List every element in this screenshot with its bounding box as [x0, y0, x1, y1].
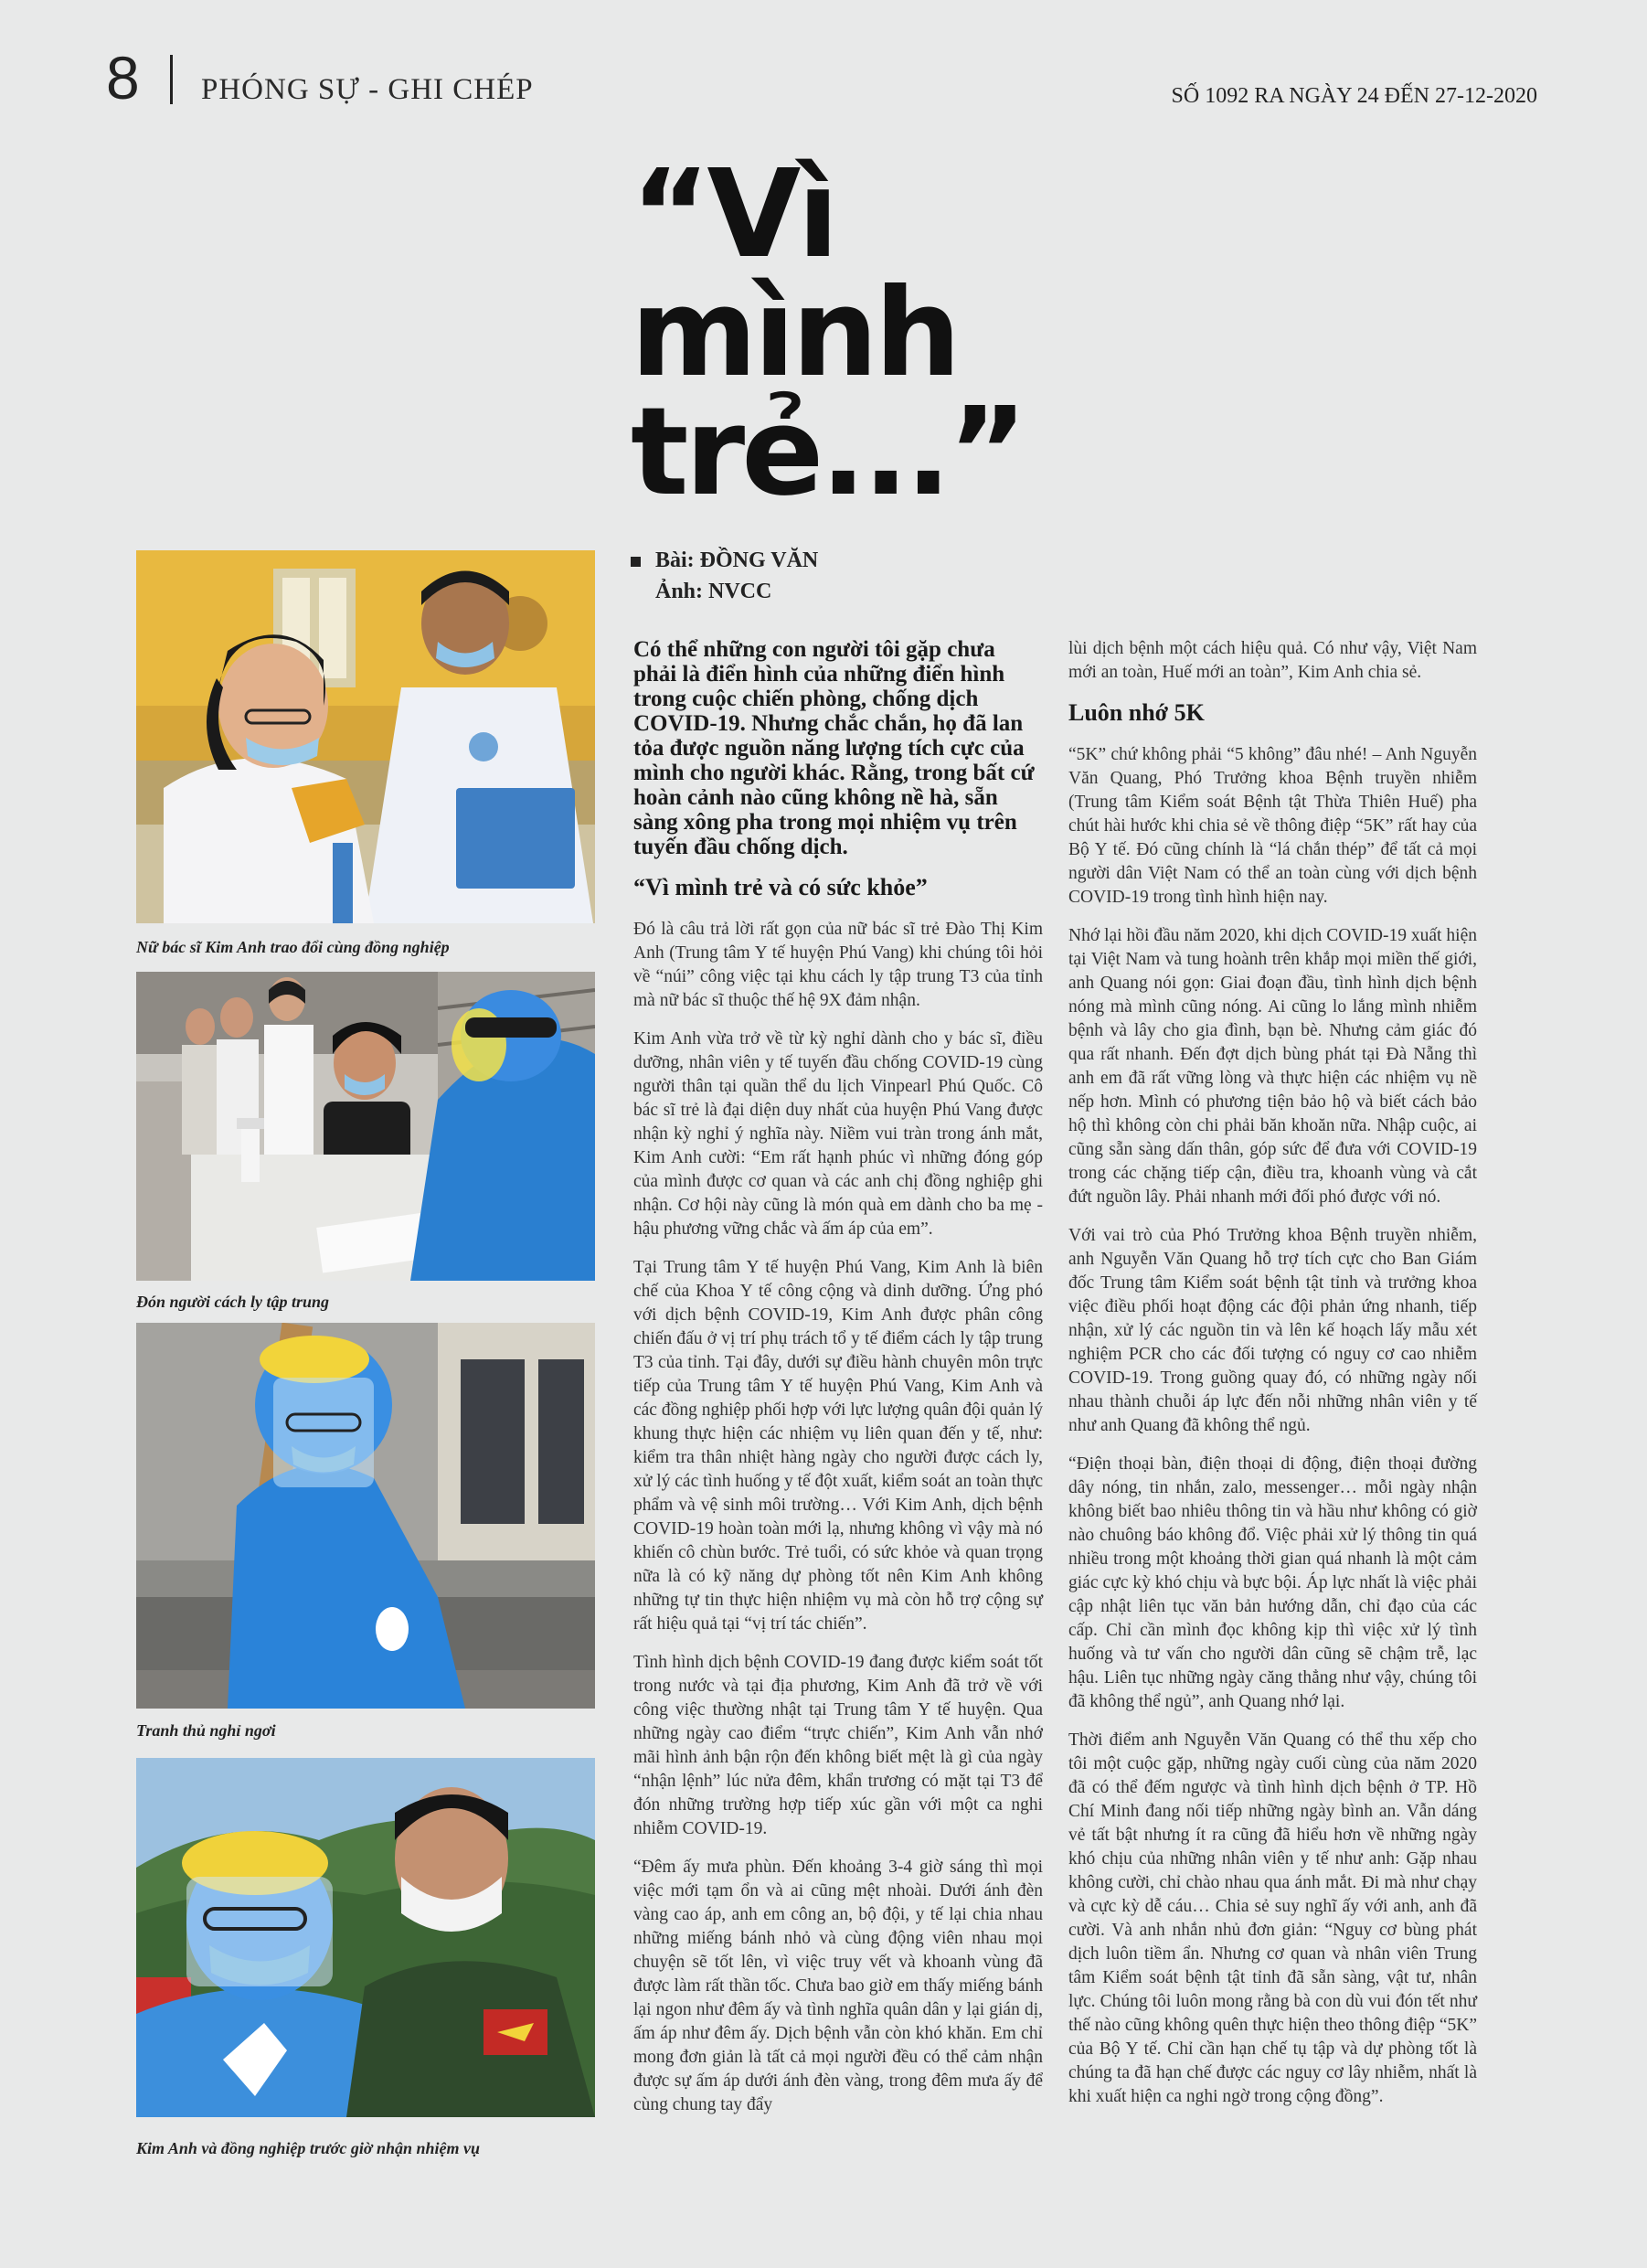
photo-receiving-quarantine	[136, 972, 595, 1281]
byline	[631, 545, 818, 607]
byline-bullet	[631, 557, 641, 567]
paragraph: “5K” chứ không phải “5 không” đâu nhé! – Anh Nguyễn Văn Quang, Phó Trưởng khoa Bệnh truyền nhiễm (Trung tâm Kiểm soát Bệnh tật Thừa Thiên Huế) pha chút hài hước khi chia sẻ về thông điệp “5K” rất hay của Bộ Y tế. Đó cũng chính là “lá chắn thép” để tất cả mọi người dân Việt Nam có thể an toàn cùng với dịch bệnh COVID-19 trong tình hình hiện nay.	[1068, 745, 1477, 907]
paragraph: Đó là câu trả lời rất gọn của nữ bác sĩ trẻ Đào Thị Kim Anh (Trung tâm Y tế huyện Phú Vang) khi chúng tôi hỏi về “núi” công việc tại khu cách ly tập trung T3 của tỉnh mà nữ bác sĩ thuộc thế hệ 9X đảm nhận.	[633, 920, 1043, 1010]
photo-resting	[136, 1323, 595, 1709]
paragraph: Nhớ lại hồi đầu năm 2020, khi dịch COVID-19 xuất hiện tại Việt Nam và tung hoành trên khắp mọi miền thế giới, anh Quang nói gọn: Giai đoạn đầu, tình hình dịch bệnh nóng mà mình cũng nóng. Ai cũng lo lắng mình nhiễm bệnh và lây cho gia đình, bạn bè. Nhưng cảm giác đó qua rất nhanh. Đến đợt dịch bùng phát tại Đà Nẵng thì anh em đã rất vững lòng và thực hiện các nhiệm vụ nề nếp hơn. Mình có phương tiện bảo hộ và biết cách bảo hộ thì không còn chi phải băn khoăn nữa. Nhập cuộc, ai cũng sẵn sàng dấn thân, góp sức để đưa với COVID-19 trong các chặng tiếp cận, điều tra, khoanh vùng và cắt đứt nguồn lây. Phải nhanh mới đối phó được với nó.	[1068, 926, 1477, 1207]
paragraph: Thời điểm anh Nguyễn Văn Quang có thể thu xếp cho tôi một cuộc gặp, những ngày cuối cùng của năm 2020 đã có thể đếm ngược và tình hình dịch bệnh ở TP. Hồ Chí Minh đang nối tiếp những ngày bình an. Vẫn dáng vẻ tất bật nhưng ít ra cũng đã hiểu hơn về những ngày khó chịu của những nhân viên y tế như anh: Gặp nhau không cười, chỉ chào nhau qua ánh mắt. Đi mà như chạy và cực kỳ dễ cáu… Chia sẻ suy nghĩ ấy với anh, anh đã cười. Và anh nhắn nhủ đơn giản: “Nguy cơ bùng phát dịch luôn tiềm ẩn. Nhưng cơ quan và nhân viên Trung tâm Kiểm soát bệnh tật tỉnh đã sẵn sàng, vật tư, nhân lực. Chúng tôi luôn mong rằng bà con dù vui đón tết như thế nào cũng không quên thực hiện theo thông điệp “5K” của Bộ Y tế. Chỉ cần hạn chế tụ tập và dự phòng tốt là chúng ta đã hạn chế được các nguy cơ lây nhiễm, nhất là khi xuất hiện ca nghi ngờ trong cộng đồng”.	[1068, 1730, 1477, 2106]
author: Bài: ĐỒNG VĂN	[655, 548, 819, 572]
page-number: 8	[106, 44, 140, 112]
photo-caption: Kim Anh và đồng nghiệp trước giờ nhận nhiệm vụ	[136, 2139, 481, 2157]
photo-doctors-consulting	[136, 550, 595, 923]
paragraph: Tình hình dịch bệnh COVID-19 đang được kiểm soát tốt trong nước và tại địa phương, Kim Anh đã trở về với công việc thường nhật tại Trung tâm Y tế huyện. Qua những ngày cao điểm “trực chiến”, Kim Anh vẫn nhớ mãi hình ảnh bận rộn đến không biết mệt là gì của ngày “nhận lệnh” lúc nửa đêm, khẩn trương có mặt tại T3 để đón những trường hợp tiếp xúc gần với một ca nghi nhiễm COVID-19.	[633, 1653, 1043, 1838]
photo-caption: Nữ bác sĩ Kim Anh trao đổi cùng đồng nghiệp	[136, 938, 450, 956]
paragraph: “Điện thoại bàn, điện thoại di động, điện thoại đường dây nóng, tin nhắn, zalo, messenger… mỗi ngày nhận không biết bao nhiêu thông tin và hầu như không có giờ nào chuông báo không đổ. Việc phải xử lý thông tin quá nhiều trong một khoảng thời gian quá nhanh là một cảm giác cực kỳ khó chịu và bực bội. Áp lực nhất là việc phải cập nhật liên tục văn bản hướng dẫn, chỉ đạo của các cấp. Chỉ cần mình đọc không kịp thì việc xử lý tình huống và tư vấn cho người dân cũng sẽ chậm trễ, lạc hậu. Liên tục những ngày căng thẳng như vậy, chúng tôi đã không thể ngủ”, anh Quang nhớ lại.	[1068, 1454, 1477, 1711]
title-line: “Vì	[631, 144, 835, 285]
photo-before-duty	[136, 1758, 595, 2117]
paragraph: “Đêm ấy mưa phùn. Đến khoảng 3-4 giờ sáng thì mọi việc mới tạm ổn và ai cũng mệt nhoài. Dưới ánh đèn vàng cao áp, anh em công an, bộ đội, y tế lại chia nhau những miếng bánh nhỏ và cùng động viên nhau mọi chuyện sẽ tốt lên, vì việc truy vết và khoanh vùng đã được làm rất thần tốc. Chưa bao giờ em thấy miếng bánh lại ngon như đêm ấy và tình nghĩa quân dân y lại gián dị, ấm áp như đêm ấy. Dịch bệnh vẫn còn khó khăn. Em chỉ mong đơn giản là tất cả mọi người đều có thể cảm nhận được sự ấm áp dưới ánh đèn vàng, trong đêm mưa ấy để cùng chung tay đẩy	[633, 1858, 1043, 2114]
subheading: Luôn nhớ 5K	[1068, 699, 1205, 726]
photo-caption: Tranh thủ nghỉ ngơi	[136, 1721, 276, 1740]
title-line: trẻ...”	[631, 382, 1025, 523]
paragraph: Tại Trung tâm Y tế huyện Phú Vang, Kim Anh là biên chế của Khoa Y tế công cộng và dinh dưỡng. Ứng phó với dịch bệnh COVID-19, Kim Anh được phân công chiến đấu ở vị trí phụ trách tổ y tế điểm cách ly tập trung T3 của tỉnh. Tại đây, dưới sự điều hành chuyên môn trực tiếp của Trung tâm Y tế huyện Phú Vang, Kim Anh và các đồng nghiệp phối hợp với lực lượng quân đội quản lý khung thực hiện các nhiệm vụ liên quan đến y tế, như: kiểm tra thân nhiệt hàng ngày cho người được cách ly, xử lý các tình huống y tế đột xuất, kiểm soát an toàn thực phẩm và vệ sinh môi trường… Với Kim Anh, dịch bệnh COVID-19 hoàn toàn mới lạ, nhưng không vì vậy mà nó khiến cô chùn bước. Trẻ tuổi, có sức khỏe và quan trọng nữa là có kỹ năng dự phòng tốt nên Kim Anh không những tự tin thực hiện nhiệm vụ mà còn hỗ trợ cộng sự rất hiệu quả tại “vị trí tác chiến”.	[633, 1258, 1043, 1634]
issue-line: SỐ 1092 RA NGÀY 24 ĐẾN 27-12-2020	[1171, 84, 1537, 108]
subheading: “Vì mình trẻ và có sức khỏe”	[633, 874, 928, 900]
paragraph: Kim Anh vừa trở về từ kỳ nghỉ dành cho y bác sĩ, điều dưỡng, nhân viên y tế tuyến đầu chống COVID-19 cùng người thân tại quần thể du lịch Vinpearl Phú Quốc. Cô bác sĩ trẻ là đại diện duy nhất của huyện Phú Vang được nhận kỳ nghỉ ý nghĩa này. Niềm vui tràn trong ánh mắt, Kim Anh cười: “Em rất hạnh phúc vì những đóng góp của mình được cơ quan và các anh chị đồng nghiệp ghi nhận. Cơ hội này cũng là món quà em dành cho ba mẹ - hậu phương vững chắc và ấm áp của em”.	[633, 1029, 1043, 1239]
section-name: PHÓNG SỰ - GHI CHÉP	[201, 73, 534, 106]
paragraph: lùi dịch bệnh một cách hiệu quả. Có như vậy, Việt Nam mới an toàn, Huế mới an toàn”, Kim Anh chia sẻ.	[1068, 639, 1477, 682]
title-line: mình	[631, 263, 958, 404]
photo-caption: Đón người cách ly tập trung	[136, 1293, 329, 1311]
photo-credit: Ảnh: NVCC	[655, 580, 772, 603]
article-title	[631, 144, 1025, 523]
paragraph: Với vai trò của Phó Trưởng khoa Bệnh truyền nhiễm, anh Nguyễn Văn Quang hỗ trợ tích cực cho Ban Giám đốc Trung tâm Kiểm soát bệnh tật tỉnh và trưởng khoa việc điều phối hoạt động các đội phản ứng nhanh, tiếp nhận, xử lý các nguồn tin và lên kế hoạch lấy mẫu xét nghiệm PCR cho các đối tượng có nguy cơ cao nhiễm COVID-19. Trong guồng quay đó, có những ngày nối nhau thành chuỗi áp lực đến nỗi những nhân viên y tế như anh Quang đã không thể ngủ.	[1068, 1226, 1477, 1435]
article-column-middle	[633, 637, 1043, 2132]
header-divider	[170, 55, 173, 104]
article-column-right	[1068, 637, 1477, 2124]
article-lead: Có thể những con người tôi gặp chưa phải là điển hình của những điển hình trong cuộc chiến phòng, chống dịch COVID-19. Nhưng chắc chắn, họ đã lan tỏa được nguồn năng lượng tích cực của mình cho người khác. Rằng, trong bất cứ hoàn cảnh nào cũng không nề hà, sẵn sàng xông pha trong mọi nhiệm vụ trên tuyến đầu chống dịch.	[633, 637, 1035, 859]
